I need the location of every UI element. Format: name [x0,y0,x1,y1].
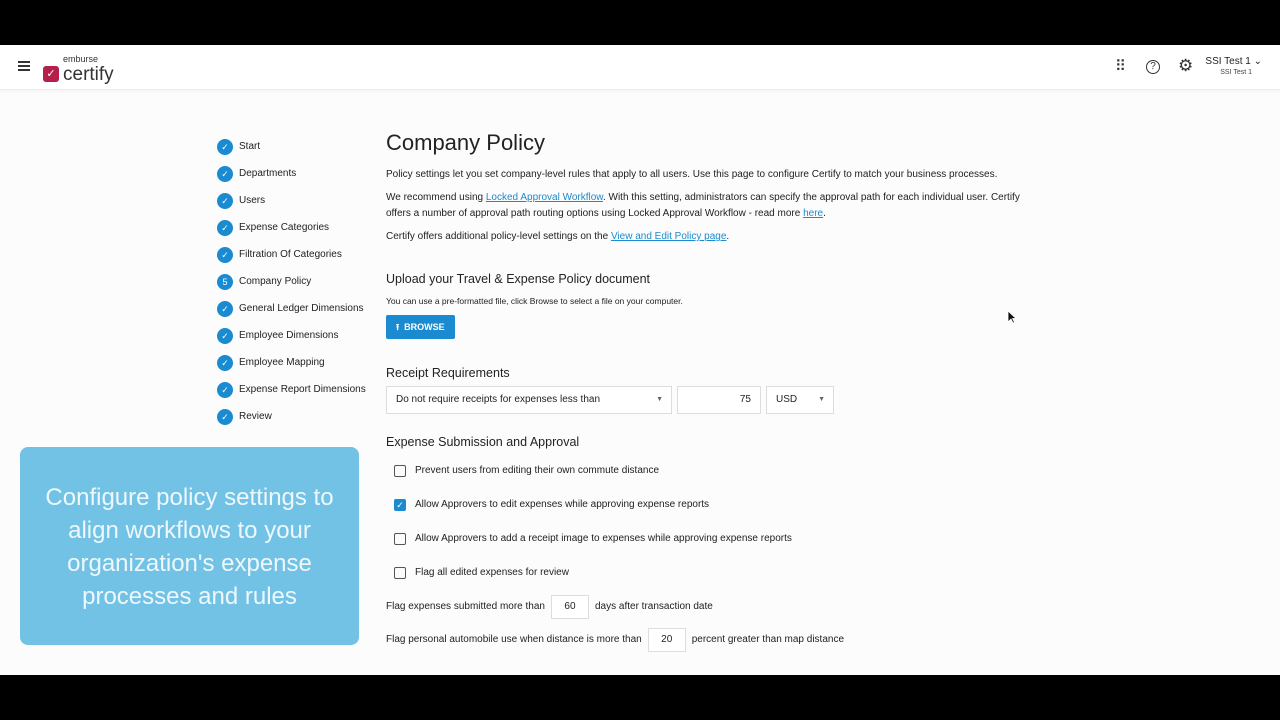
text: . With this setting, administrators can specify the approval path for each individual user. Certify offers a number of approval path routing options using Locked Approval Workflow - read more [386,192,1020,219]
step-number: 5 [217,274,233,290]
text: percent greater than map distance [691,633,845,645]
hamburger-menu-icon[interactable] [18,61,30,71]
checkbox-label: Allow Approvers to edit expenses while approving expense reports [415,499,710,510]
locked-approval-link[interactable]: Locked Approval Workflow [485,192,603,203]
main-content [386,129,1026,656]
wizard-steps [217,133,366,430]
check-logo-icon: ✓ [43,66,59,82]
checkbox-label: Allow Approvers to add a receipt image to expenses while approving expense reports [415,533,792,544]
step-item[interactable] [217,349,366,376]
checkbox[interactable] [394,567,406,579]
intro-text: Policy settings let you set company-level rules that apply to all users. Use this page to configure Certify to match your business processes. [386,169,998,180]
step-label: Users [239,195,266,206]
step-item[interactable] [217,322,366,349]
dropdown-caret-icon: ▼ [818,396,825,403]
step-item[interactable] [217,214,366,241]
checkbox[interactable] [394,533,406,545]
recommend-text [386,190,1026,222]
gear-icon[interactable]: ⚙ [1178,56,1194,75]
checkbox-row[interactable] [386,556,1026,590]
check-circle-icon: ✓ [217,328,233,344]
user-name: SSI Test 1 [1205,56,1251,67]
step-item[interactable] [217,160,366,187]
step-label: Review [239,411,272,422]
dropdown-caret-icon: ▼ [656,396,663,403]
mouse-cursor-icon [1007,310,1017,324]
currency-select[interactable] [766,386,834,414]
brand-name: certify [63,64,114,85]
step-item[interactable] [217,241,366,268]
user-sub: SSI Test 1 [1220,69,1252,76]
check-circle-icon: ✓ [217,382,233,398]
selected-value: Do not require receipts for expenses less than [396,394,600,405]
text: Flag expenses submitted more than [386,600,545,612]
step-label: Expense Categories [239,222,330,233]
upload-heading: Upload your Travel & Expense Policy document [386,272,651,286]
receipt-amount-input[interactable]: 75 [677,386,761,414]
step-item[interactable] [217,133,366,160]
check-circle-icon: ✓ [217,139,233,155]
check-circle-icon: ✓ [217,301,233,317]
checkbox-row[interactable] [386,522,1026,556]
page-title: Company Policy [386,130,545,155]
step-label: Company Policy [239,276,312,287]
user-menu[interactable] [1205,55,1262,78]
receipt-rule-select[interactable] [386,386,672,414]
brand-small: emburse [63,54,99,64]
text: We recommend using [386,192,486,203]
chevron-down-icon: ⌄ [1253,56,1262,67]
step-item[interactable] [217,376,366,403]
step-label: Filtration Of Categories [239,249,342,260]
step-item[interactable] [217,268,366,295]
text: . [823,208,826,219]
top-bar [0,45,1280,90]
help-icon[interactable]: ? [1146,60,1160,74]
step-item[interactable] [217,403,366,430]
checkbox[interactable] [394,465,406,477]
flag-distance-row [386,623,1026,656]
checkbox[interactable]: ✓ [394,499,406,511]
text: days after transaction date [594,600,713,612]
receipt-heading: Receipt Requirements [386,366,510,380]
step-item[interactable] [217,295,366,322]
check-circle-icon: ✓ [217,247,233,263]
apps-grid-icon[interactable]: ⠿ [1115,58,1126,75]
browse-button[interactable] [386,315,455,339]
checkbox-label: Prevent users from editing their own commute distance [415,465,659,476]
step-label: Employee Dimensions [239,330,339,341]
checkbox-row[interactable] [386,488,1026,522]
selected-value: USD [776,394,798,405]
step-label: Departments [239,168,297,179]
step-item[interactable] [217,187,366,214]
submission-heading: Expense Submission and Approval [386,435,580,449]
check-circle-icon: ✓ [217,220,233,236]
upload-desc: You can use a pre-formatted file, click Browse to select a file on your computer. [386,296,683,306]
logo[interactable] [43,54,123,84]
check-circle-icon: ✓ [217,409,233,425]
text: . [726,231,730,242]
distance-percent-input[interactable]: 20 [648,628,686,652]
step-label: Employee Mapping [239,357,325,368]
step-label: Start [239,141,261,152]
check-circle-icon: ✓ [217,193,233,209]
text: Flag personal automobile use when distance is more than [386,633,642,645]
view-edit-policy-link[interactable]: View and Edit Policy page [610,231,727,242]
here-link[interactable]: here [803,208,824,219]
upload-icon: ⭱ [396,322,400,332]
check-circle-icon: ✓ [217,166,233,182]
step-label: Expense Report Dimensions [239,384,366,395]
additional-text [386,229,1026,245]
checkbox-row[interactable] [386,454,1026,488]
step-label: General Ledger Dimensions [239,303,364,314]
text: Certify offers additional policy-level settings on the [386,231,611,242]
check-circle-icon: ✓ [217,355,233,371]
tip-banner: Configure policy settings to align workflows to your organization's expense processes and rules [20,447,359,645]
checkbox-label: Flag all edited expenses for review [415,567,569,578]
browse-label: BROWSE [404,322,445,332]
flag-late-row [386,590,1026,623]
late-days-input[interactable]: 60 [551,595,589,619]
